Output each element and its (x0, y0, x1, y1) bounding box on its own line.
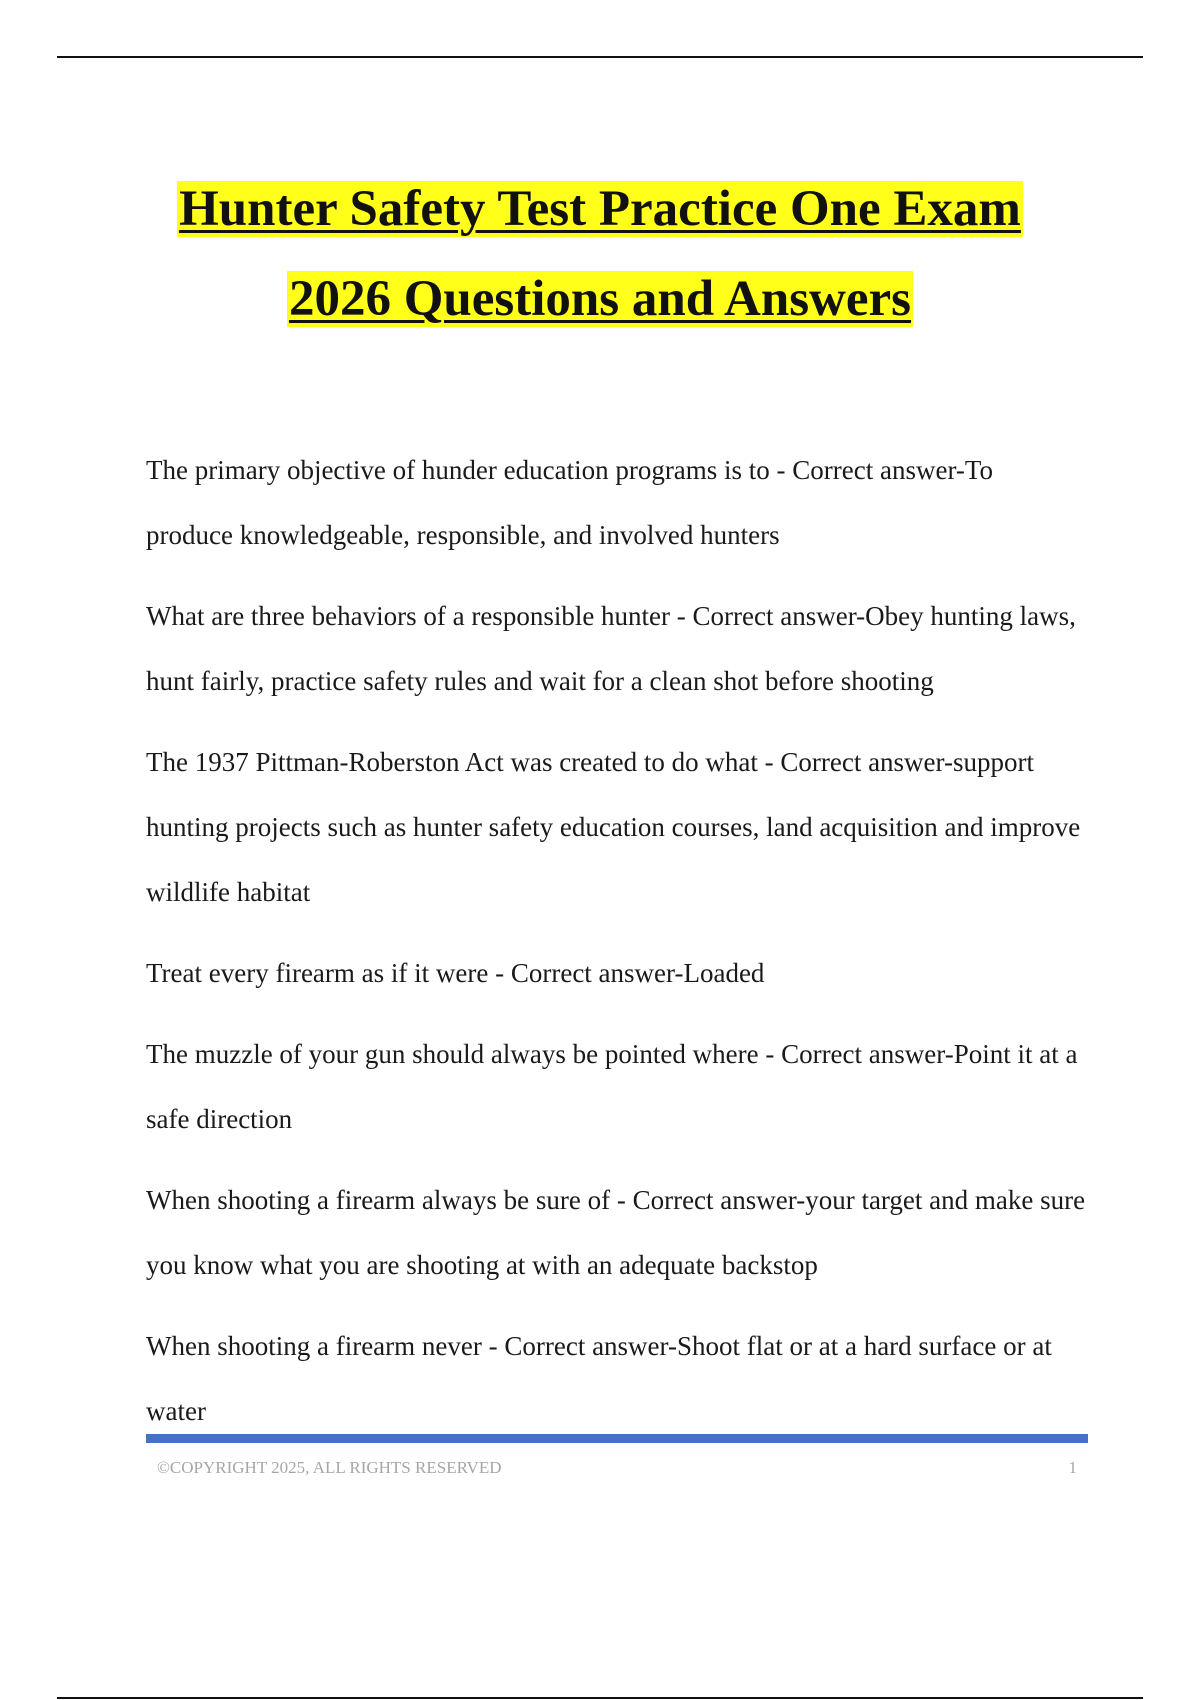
qa-item-7: When shooting a firearm never - Correct answer-Shoot flat or at a hard surface or at water (146, 1331, 1052, 1426)
document-title (0, 178, 1200, 330)
qa-item-3: The 1937 Pittman-Roberston Act was created to do what - Correct answer-support hunting projects such as hunter safety education courses, land acquisition and improve wildlife habitat (146, 747, 1081, 907)
footer-divider (146, 1434, 1088, 1443)
header-rule (57, 56, 1143, 58)
page-footer (157, 1458, 1077, 1478)
qa-item-4: Treat every firearm as if it were - Correct answer-Loaded (146, 958, 765, 988)
title-line-2: 2026 Questions and Answers (288, 271, 912, 327)
qa-list (146, 438, 1086, 1460)
copyright-notice: ©COPYRIGHT 2025, ALL RIGHTS RESERVED (157, 1458, 502, 1477)
qa-item-6: When shooting a firearm always be sure of - Correct answer-your target and make sure you know what you are shooting at with an adequate backstop (146, 1185, 1086, 1280)
page-number: 1 (1068, 1458, 1077, 1477)
bottom-rule (57, 1697, 1143, 1699)
qa-item-2: What are three behaviors of a responsible hunter - Correct answer-Obey hunting laws, hunt fairly, practice safety rules and wait for a clean shot before shooting (146, 601, 1076, 696)
qa-item-5: The muzzle of your gun should always be pointed where - Correct answer-Point it at a safe direction (146, 1039, 1078, 1134)
qa-item-1: The primary objective of hunder education programs is to - Correct answer-To produce knowledgeable, responsible, and involved hunters (146, 455, 994, 550)
title-line-1: Hunter Safety Test Practice One Exam (179, 181, 1021, 237)
